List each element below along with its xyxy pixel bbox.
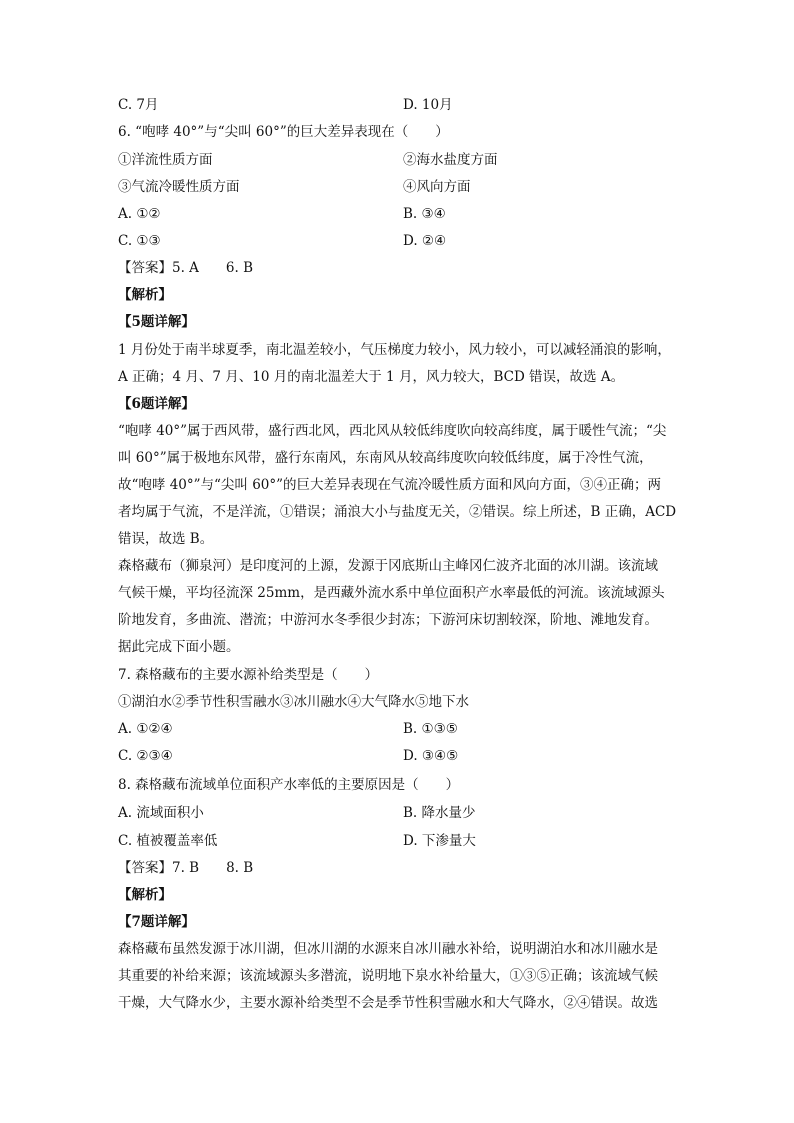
analysis-label: 【解析】 (118, 887, 172, 903)
q6-option-b: B. ③④ (403, 206, 446, 222)
material-line: 阶地发育，多曲流、潜流；中游河水冬季很少封冻；下游河床切割较深，阶地、滩地发育。 (118, 612, 658, 628)
answer-7-8: 【答案】7. B 8. B (118, 860, 254, 876)
material-line: 据此完成下面小题。 (118, 639, 240, 655)
q5-detail-line: A 正确；4 月、7 月、10 月的南北温差大于 1 月，风力较大，BCD 错误，故选 A。 (118, 369, 625, 385)
q8-option-b: B. 降水量少 (403, 805, 476, 821)
q6-option-a: A. ①② (118, 206, 161, 222)
q7-detail-line: 森格藏布虽然发源于冰川湖，但冰川湖的水源来自冰川融水补给，说明湖泊水和冰川融水是 (118, 941, 658, 957)
q8-option-a: A. 流域面积小 (118, 805, 204, 821)
q6-item-3: ③气流冷暖性质方面 (118, 179, 240, 195)
q6-item-2: ②海水盐度方面 (403, 152, 498, 168)
q6-option-c: C. ①③ (118, 233, 161, 249)
q5-detail-line: 1 月份处于南半球夏季，南北温差较小，气压梯度力较小，风力较小，可以减轻涌浪的影响， (118, 342, 671, 358)
q7-option-d: D. ③④⑤ (403, 748, 459, 764)
q7-option-a: A. ①②④ (118, 721, 173, 737)
answer-5-6: 【答案】5. A 6. B (118, 260, 254, 276)
material-line: 森格藏布（狮泉河）是印度河的上源，发源于冈底斯山主峰冈仁波齐北面的冰川湖。该流域 (118, 558, 658, 574)
q7-detail-label: 【7题详解】 (118, 914, 195, 930)
question-7-stem: 7. 森格藏布的主要水源补给类型是（ ） (118, 667, 379, 683)
q6-detail-line: 者均属于气流，不是洋流，①错误；涌浪大小与盐度无关，②错误。综上所述，B 正确，ACD (118, 504, 677, 520)
question-6-stem: 6. “咆哮 40°”与“尖叫 60°”的巨大差异表现在（ ） (118, 124, 449, 140)
q8-option-d: D. 下渗量大 (403, 833, 476, 849)
q6-detail-line: 故“咆哮 40°”与“尖叫 60°”的巨大差异表现在气流冷暖性质方面和风向方面，③④正确；两 (118, 477, 662, 493)
q6-item-4: ④风向方面 (403, 179, 471, 195)
q7-detail-line: 其重要的补给来源；该流域源头多潜流，说明地下泉水补给量大，①③⑤正确；该流域气候 (118, 968, 658, 984)
q6-detail-line: 错误，故选 B。 (118, 531, 214, 547)
analysis-label: 【解析】 (118, 287, 172, 303)
q6-detail-label: 【6题详解】 (118, 396, 195, 412)
option-c: C. 7月 (118, 97, 159, 113)
q6-option-d: D. ②④ (403, 233, 447, 249)
q5-detail-label: 【5题详解】 (118, 314, 195, 330)
q7-detail-line: 干燥，大气降水少，主要水源补给类型不会是季节性积雪融水和大气降水，②④错误。故选 (118, 995, 658, 1011)
q6-item-1: ①洋流性质方面 (118, 152, 213, 168)
q7-items: ①湖泊水②季节性积雪融水③冰川融水④大气降水⑤地下水 (118, 694, 469, 710)
q6-detail-line: 叫 60°”属于极地东风带，盛行东南风，东南风从较高纬度吹向较低纬度，属于冷性气流， (118, 450, 653, 466)
material-line: 气候干燥，平均径流深 25mm，是西藏外流水系中单位面积产水率最低的河流。该流域源头 (118, 585, 665, 601)
q7-option-b: B. ①③⑤ (403, 721, 458, 737)
question-8-stem: 8. 森格藏布流域单位面积产水率低的主要原因是（ ） (118, 777, 460, 793)
q8-option-c: C. 植被覆盖率低 (118, 833, 218, 849)
q7-option-c: C. ②③④ (118, 748, 173, 764)
option-d: D. 10月 (403, 97, 453, 113)
q6-detail-line: “咆哮 40°”属于西风带，盛行西北风，西北风从较低纬度吹向较高纬度，属于暖性气流；“尖 (118, 423, 667, 439)
